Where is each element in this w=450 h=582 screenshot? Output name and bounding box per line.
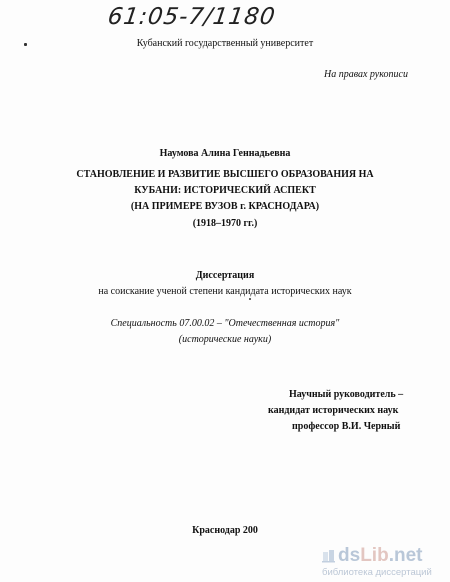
dissertation-title-line-2: КУБАНИ: ИСТОРИЧЕСКИЙ АСПЕКТ [134,185,316,196]
watermark-brand-lib: Lib [360,545,389,566]
watermark-brand-ds: ds [338,545,361,566]
supervisor-degree: кандидат исторических наук [268,405,399,416]
ink-speck [249,298,251,300]
degree-type: Диссертация [195,270,255,281]
supervisor-name: профессор В.И. Черный [292,421,401,432]
watermark-brand-domain: .net [388,545,423,566]
manuscript-rights-note: На правах рукописи [324,69,408,80]
library-shelfmark: 61:05-7/1180 [106,4,278,30]
degree-purpose: на соискание ученой степени кандидата исторических наук [98,286,352,297]
dissertation-title-line-4: (1918–1970 гг.) [192,218,258,229]
specialty-field: (исторические науки) [178,334,272,345]
specialty-line: Специальность 07.00.02 – "Отечественная история" [110,318,340,329]
book-logo-icon [322,549,336,563]
place-and-year: Краснодар 200 [192,525,258,536]
watermark-subtitle: библиотека диссертаций [322,567,432,578]
watermark-brand [338,545,422,567]
dissertation-title-line-3: (НА ПРИМЕРЕ ВУЗОВ г. КРАСНОДАРА) [130,201,320,212]
dissertation-title-line-1: СТАНОВЛЕНИЕ И РАЗВИТИЕ ВЫСШЕГО ОБРАЗОВАНИЯ НА [76,169,374,180]
author-name: Наумова Алина Геннадьевна [159,148,291,159]
university-name: Кубанский государственный университет [136,38,314,49]
dslib-watermark [322,545,446,579]
supervisor-heading: Научный руководитель – [289,389,404,400]
